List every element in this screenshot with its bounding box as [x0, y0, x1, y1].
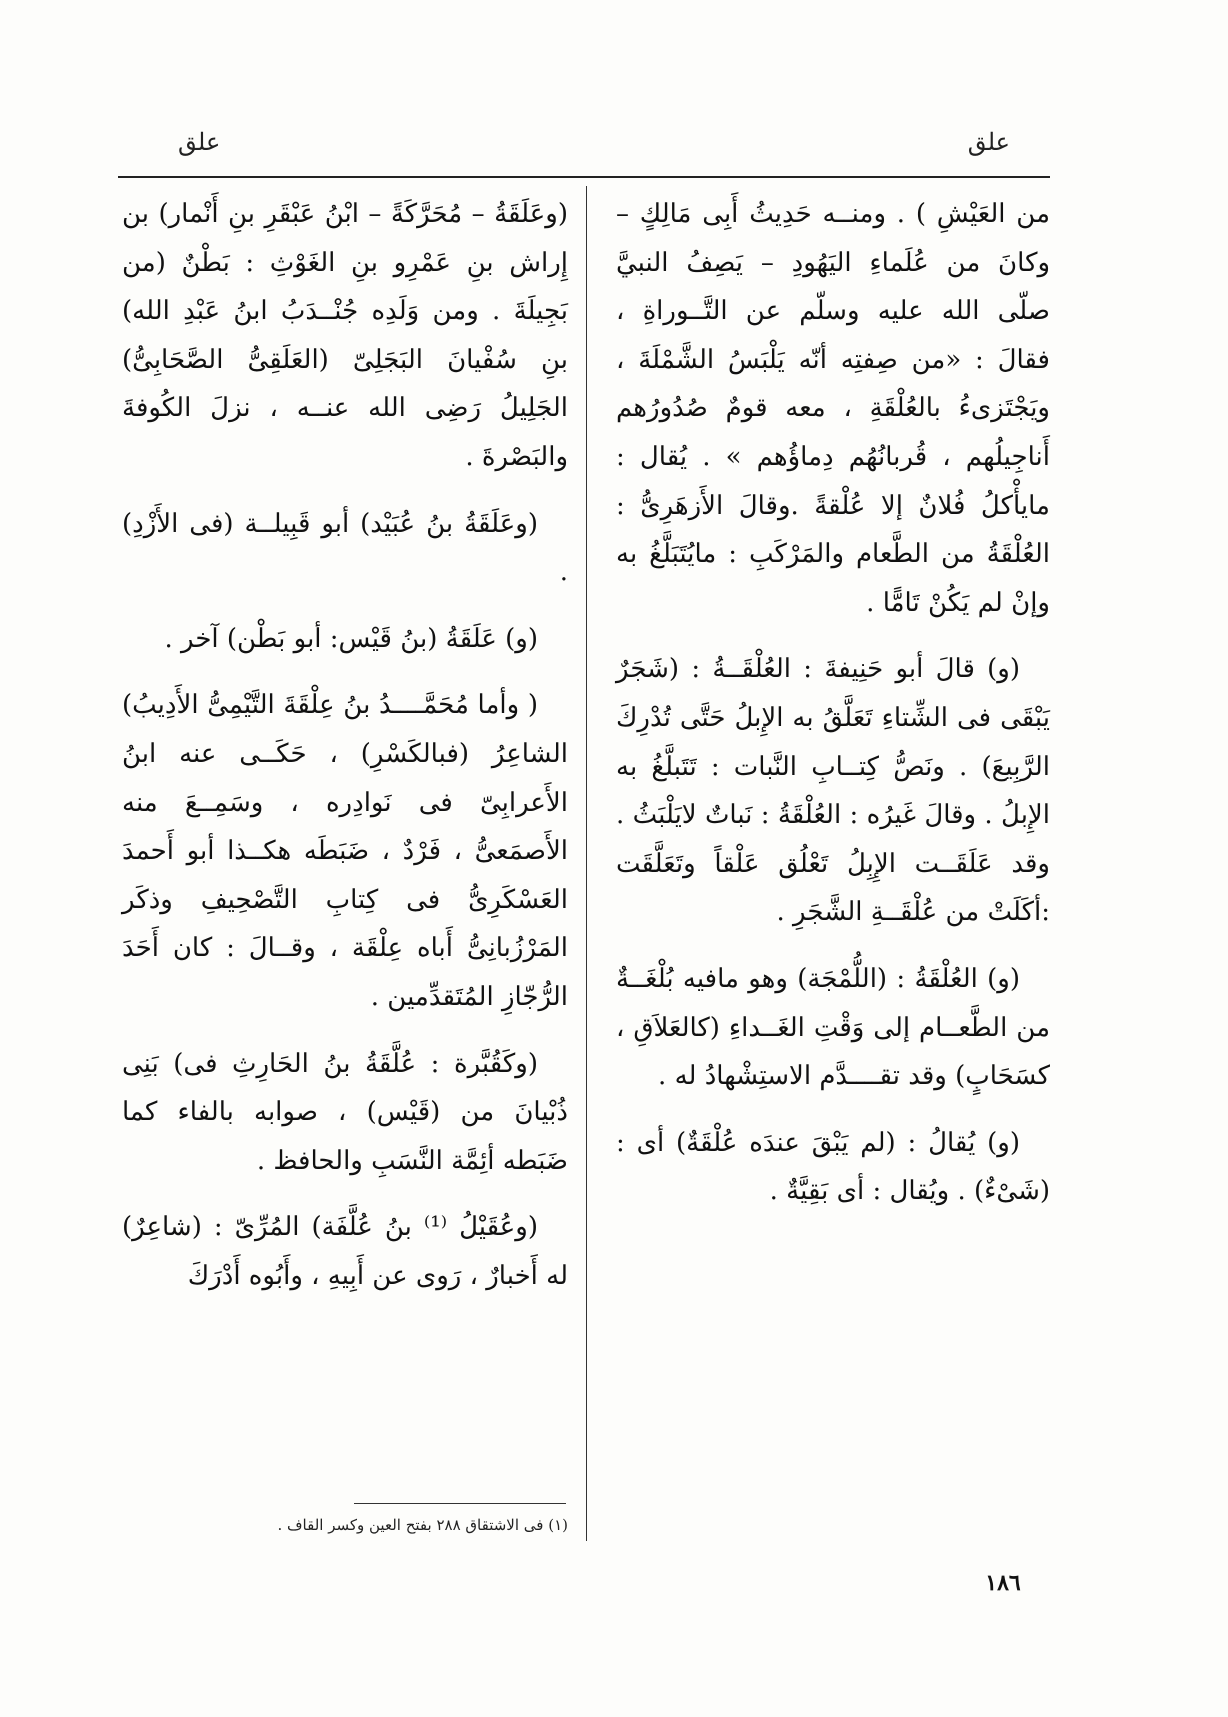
entry-paragraph: (و) العُلْقَةُ : (اللُّمْجَة) وهو مافيه بُلْغَــةٌ من الطَّعــام إلى وَقْتِ الغَــداءِ (كالعَلاَقِ ، كسَحَابٍ) وقد تقــــدَّم الاستِشْهادُ له . [616, 963, 1050, 1092]
entry-paragraph: ( وأما مُحَمَّــــدُ بنُ عِلْقَةَ التَّيْمِىُّ الأَدِيبُ) الشاعِرُ (فبالكَسْرِ) ، حَكَــى عنه ابنُ الأَعرابِىّ فى نَوادِره ، وسَمِــعَ منه الأَصمَعىُّ ، فَرْدٌ ، ضَبَطَه هكــذا أبو أَحمدَ العَسْكَرِىُّ فى كِتابِ التَّصْحِيفِ وذكَر المَرْزُبانِىُّ أَباه عِلْقَة ، وقــالَ : كان أَحَدَ الرُّجّازِ المُتَقدِّمين . [122, 690, 568, 1012]
right-column [616, 190, 1050, 1234]
footnote: (١) فى الاشتقاق ٢٨٨ بفتح العين وكسر القاف . [277, 1516, 568, 1534]
entry-paragraph: (و) يُقالُ : (لم يَبْقَ عندَه عُلْقَةٌ) أى : (شَىْءٌ) . ويُقال : أى بَقِيَّةٌ . [616, 1127, 1050, 1207]
left-column [122, 190, 568, 1318]
column-divider [586, 186, 587, 1541]
header-rule [118, 176, 1050, 178]
running-head-right: علق [967, 128, 1010, 156]
page-number: ١٨٦ [985, 1570, 1021, 1596]
entry-paragraph: (و) قالَ أبو حَنِيفةَ : العُلْقَــةُ : (شَجَرٌ يَبْقَى فى الشِّتاءِ تَعَلَّقُ به الإِبلُ حَتَّى تُدْرِكَ الرَّبِيعَ) . ونَصُّ كِتــابِ النَّبات : تَتَبلَّغُ به الإِبلُ . وقالَ غَيرُه : العُلْقَةُ : نَباتٌ لايَلْبَثُ . وقد عَلَقَــت الإِبِلُ تَعْلُق عَلْقاً وتَعَلَّقَت :أكَلَتْ من عُلْقَــةِ الشَّجَرِ . [616, 654, 1050, 928]
entry-paragraph: (وعَلَقَةُ – مُحَرَّكَةً – ابْنُ عَبْقَرِ بنِ أَنْمار) بن إِراش بنِ عَمْرِو بنِ الغَوْثِ : بَطْنٌ (من بَجِيلَةَ . ومن وَلَدِه جُنْــدَبُ ابنُ عَبْدِ الله) بنِ سُفْيانَ البَجَلِىّ (العَلَقِىُّ الصَّحَابِىُّ) الجَلِيلُ رَضِى الله عنــه ، نزلَ الكُوفةَ والبَصْرةَ . [122, 199, 568, 472]
entry-paragraph: (و) عَلَقَةُ (بنُ قَيْس: أبو بَطْن) آخر . [164, 623, 538, 654]
entry-paragraph: (وعَلَقَةُ بنُ عُبَيْد) أبو قَبِيلــة (فى الأَزْدِ) . [122, 508, 568, 588]
footnote-rule [354, 1503, 566, 1504]
running-head-left: علق [178, 128, 221, 156]
entry-paragraph: من العَيْشِ ) . ومنــه حَدِيثُ أَبِى مَالِكٍ – وكانَ من عُلَماءِ اليَهُودِ – يَصِفُ النبيَّ صلّى الله عليه وسلّم عن التَّــوراةِ ، فقالَ : «من صِفتِه أنّه يَلْبَسُ الشَّمْلَةَ ، ويَجْتَزىءُ بالعُلْقَةِ ، معه قومٌ صُدُورُهم أَناجِيلُهم ، قُربانُهُم دِماؤُهم » . يُقال : مايأْكلُ فُلانٌ إلا عُلْقةً .وقالَ الأَزهَرِىُّ : العُلْقَةُ من الطَّعام والمَرْكَبِ : مايُتَبَلَّغُ به وإنْ لم يَكُنْ تَامًّا . [616, 199, 1050, 618]
entry-paragraph: (وكَقُبَّرة : عُلَّقَةُ بنُ الحَارِثِ فى) بَنِى ذُبْيانَ من (قَيْس) ، صوابه بالفاء كما ضَبَطه أئِمَّة النَّسَبِ والحافظ . [122, 1048, 568, 1176]
entry-paragraph: (وعُقَيْلُ ⁽¹⁾ بنُ عُلَّفَة) المُرِّىّ : (شاعِرٌ) له أَخبارٌ ، رَوى عن أَبِيهِ ، وأَبُوه أَدْرَكَ [122, 1212, 568, 1291]
